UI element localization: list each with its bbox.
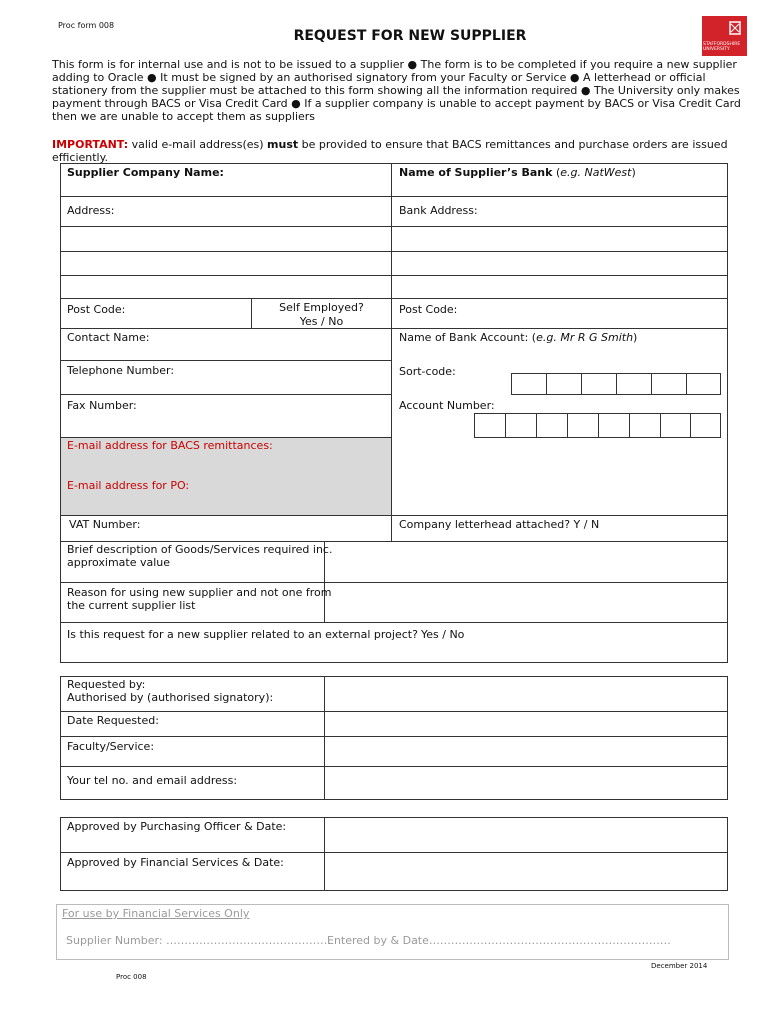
- entered-by-field: Entered by & Date…………………………………………………………: [327, 934, 671, 947]
- sort-code-box[interactable]: [581, 373, 617, 395]
- approved-purchasing-label: Approved by Purchasing Officer & Date:: [67, 820, 287, 833]
- university-logo: [702, 16, 747, 56]
- account-number-box[interactable]: [474, 413, 506, 438]
- tel-email-label: Your tel no. and email address:: [67, 774, 238, 787]
- goods-description-label: Brief description of Goods/Services required inc. approximate value: [67, 543, 333, 569]
- sort-code-box[interactable]: [686, 373, 721, 395]
- account-number-box[interactable]: [629, 413, 661, 438]
- sort-code-box[interactable]: [651, 373, 687, 395]
- footer-form-ref: Proc 008: [116, 973, 147, 981]
- bank-post-code-label: Post Code:: [399, 303, 458, 316]
- email-bacs-label: E-mail address for BACS remittances:: [67, 439, 273, 452]
- post-code-label: Post Code:: [67, 303, 126, 316]
- finance-use-heading: For use by Financial Services Only: [62, 907, 250, 920]
- supplier-company-name-label: Supplier Company Name:: [67, 166, 224, 179]
- fax-label: Fax Number:: [67, 399, 137, 412]
- sort-code-box[interactable]: [511, 373, 547, 395]
- supplier-number-field: Supplier Number: ………………………………………: [66, 934, 332, 947]
- account-number-box[interactable]: [536, 413, 568, 438]
- letterhead-label: Company letterhead attached? Y / N: [399, 518, 600, 531]
- requested-by-label: Requested by: Authorised by (authorised signatory):: [67, 678, 274, 704]
- sort-code-label: Sort-code:: [399, 365, 456, 378]
- faculty-label: Faculty/Service:: [67, 740, 155, 753]
- sort-code-box[interactable]: [616, 373, 652, 395]
- page-title: REQUEST FOR NEW SUPPLIER: [293, 28, 527, 44]
- telephone-label: Telephone Number:: [67, 364, 175, 377]
- intro-text: This form is for internal use and is not to be issued to a supplier ● The form is to be completed if you require a new supplier adding to Oracle ● It must be signed by an authorised signatory from your Faculty or Service ● A letterhead or official stationery from the supplier must be attached to this form showing all the information required ● The University only makes payment through BACS or Visa Credit Card ● If a supplier company is unable to accept payment by BACS or Visa Credit Card then we are unable to accept them as suppliers: [52, 58, 741, 123]
- vat-number-label: VAT Number:: [69, 518, 141, 531]
- account-number-box[interactable]: [505, 413, 537, 438]
- approved-financial-label: Approved by Financial Services & Date:: [67, 856, 284, 869]
- account-number-box[interactable]: [567, 413, 599, 438]
- email-po-label: E-mail address for PO:: [67, 479, 190, 492]
- account-number-label: Account Number:: [399, 399, 495, 412]
- external-project-options[interactable]: Yes / No: [421, 628, 465, 641]
- account-number-box[interactable]: [598, 413, 630, 438]
- bank-account-name-label: Name of Bank Account: (e.g. Mr R G Smith): [399, 331, 638, 344]
- self-employed-label: Self Employed?: [279, 301, 364, 314]
- external-project-label: Is this request for a new supplier related to an external project?: [67, 628, 418, 641]
- bank-address-label: Bank Address:: [399, 204, 478, 217]
- bank-name-label: Name of Supplier’s Bank (e.g. NatWest): [399, 166, 636, 179]
- sort-code-box[interactable]: [546, 373, 582, 395]
- logo-text: STAFFORDSHIRE UNIVERSITY: [703, 42, 741, 52]
- date-requested-label: Date Requested:: [67, 714, 159, 727]
- reason-label: Reason for using new supplier and not one from the current supplier list: [67, 586, 332, 612]
- contact-name-label: Contact Name:: [67, 331, 150, 344]
- account-number-box[interactable]: [660, 413, 691, 438]
- self-employed-options[interactable]: Yes / No: [299, 315, 344, 328]
- footer-date: December 2014: [651, 962, 708, 970]
- account-number-box[interactable]: [690, 413, 721, 438]
- important-note: IMPORTANT: valid e-mail address(es) must be provided to ensure that BACS remittances and purchase orders are issued efficiently.: [52, 138, 728, 164]
- form-reference: Proc form 008: [58, 21, 115, 30]
- address-label: Address:: [67, 204, 115, 217]
